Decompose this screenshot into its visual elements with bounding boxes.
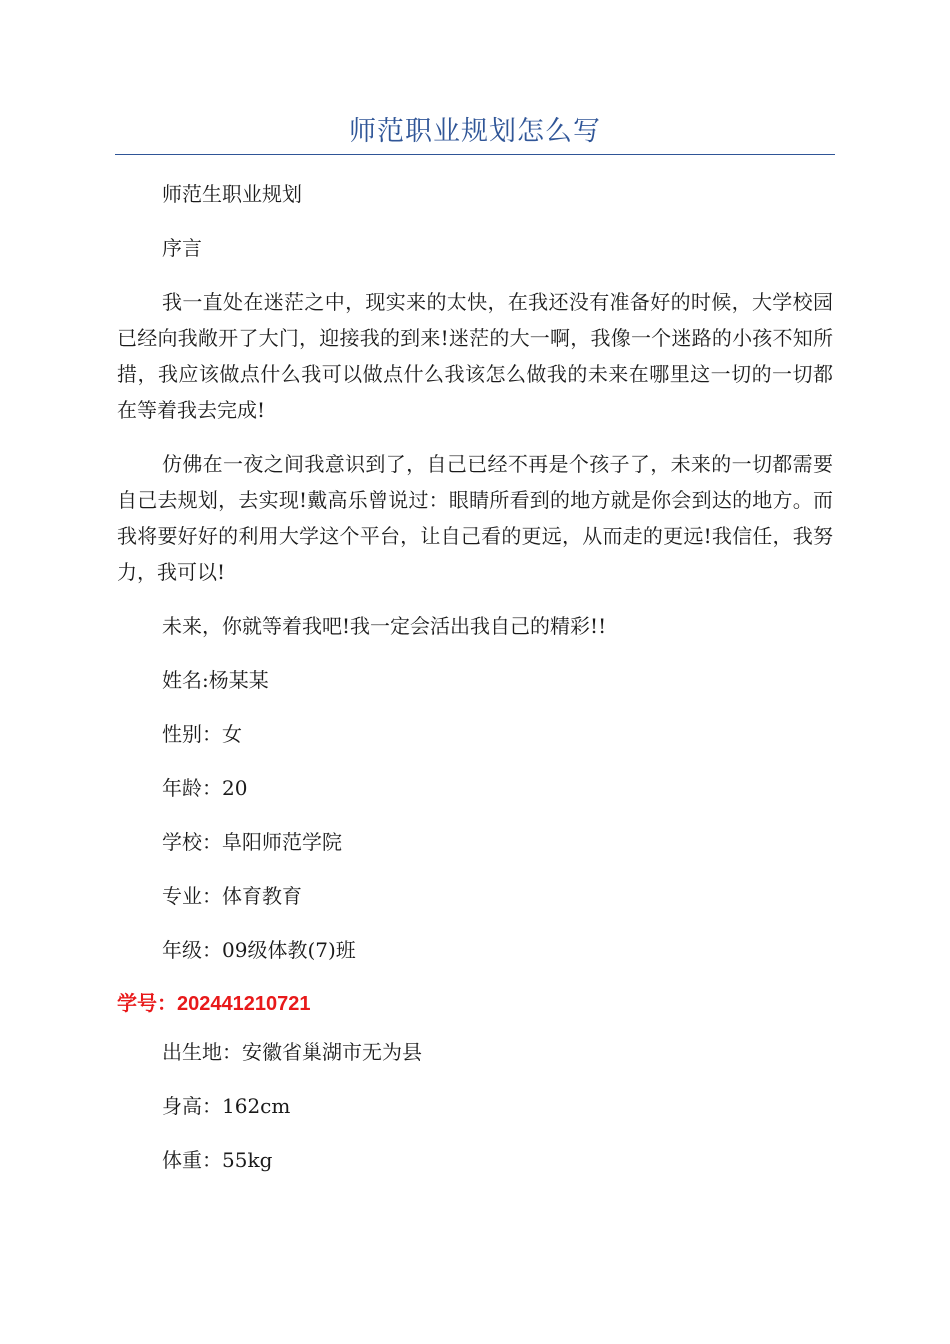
closing-line: 未来，你就等着我吧!我一定会活出我自己的精彩!!: [162, 614, 607, 638]
body-paragraph: 我一直处在迷茫之中，现实来的太快，在我还没有准备好的时候，大学校园已经向我敞开了大门，迎接我的到来!迷茫的大一啊，我像一个迷路的小孩不知所措，我应该做点什么我可以做点什么我该怎么做我的未来在哪里这一切的一切都在等着我去完成!: [117, 290, 833, 422]
profile-student-id: 学号：202441210721: [117, 993, 311, 1015]
subtitle: 师范生职业规划: [162, 182, 302, 206]
document-title: 师范职业规划怎么写: [349, 116, 601, 147]
profile-birthplace: 出生地：安徽省巢湖市无为县: [162, 1040, 422, 1064]
profile-grade: 年级：09级体教(7)班: [162, 938, 356, 962]
profile-major: 专业：体育教育: [162, 884, 302, 908]
profile-gender: 性别：女: [162, 722, 242, 746]
profile-height: 身高：162cm: [162, 1094, 291, 1118]
profile-name: 姓名:杨某某: [162, 668, 269, 692]
body-paragraph: 仿佛在一夜之间我意识到了，自己已经不再是个孩子了，未来的一切都需要自己去规划，去实现!戴高乐曾说过：眼睛所看到的地方就是你会到达的地方。而我将要好好的利用大学这个平台，让自己看的更远，从而走的更远!我信任，我努力，我可以!: [117, 452, 833, 584]
title-underline: [115, 154, 835, 155]
document-body: [117, 176, 833, 1196]
profile-age: 年龄：20: [162, 776, 248, 800]
profile-school: 学校：阜阳师范学院: [162, 830, 342, 854]
profile-weight: 体重：55kg: [162, 1148, 273, 1172]
preface-heading: 序言: [162, 236, 202, 260]
